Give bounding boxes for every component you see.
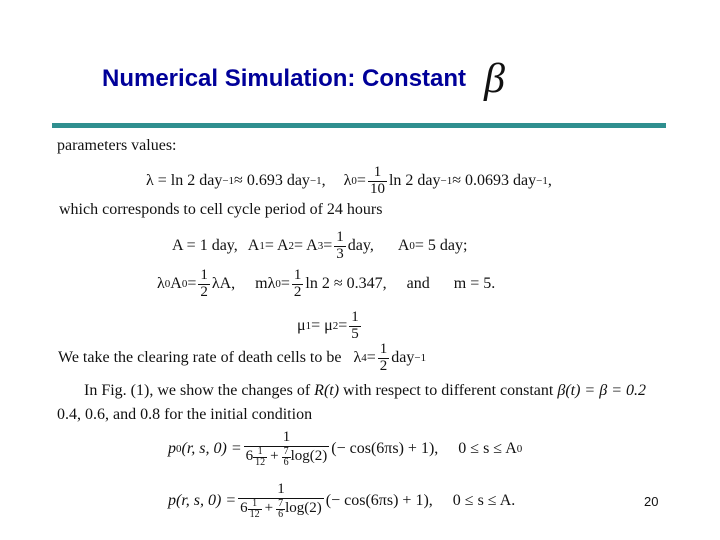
fraction-p: 1 6 1 12 + $\frac{7}{6}$ log(2) xyxy=(240,481,322,520)
slide-title: Numerical Simulation: Constant xyxy=(102,65,467,92)
fig-description-line1: In Fig. (1), we show the changes of R(t) with respect to different constant β(t) = β = 0.2 xyxy=(84,382,646,399)
fraction-1-10: $\frac{1}{10}$ xyxy=(369,164,385,197)
equation-lambda: λ = ln 2 day −1 ≈ 0.693 day −1 , λ 0 = $\frac{1}{10}$ ln 2 day −1 ≈ 0.0693 day −1 , xyxy=(146,164,552,197)
fraction-1-3: $\frac{1}{3}$ xyxy=(336,229,344,262)
equation-lambda0-a0: λ 0 A 0 = $\frac{1}{2}$ λA, mλ 0 = $\frac{1}{2}$ ln 2 ≈ 0.347, and m = 5. xyxy=(157,267,496,300)
fraction-p0: 1 6 1 12 + $\frac{7}{6}$ log(2) xyxy=(245,429,328,468)
title-divider xyxy=(52,123,666,128)
params-heading: parameters values: xyxy=(57,137,177,154)
equation-p: p(r, s, 0) = 1 6 1 12 + $\frac{7}{6}$ log(2) (− cos(6πs) + 1), 0 ≤ s ≤ A. xyxy=(168,481,516,520)
equation-p0: p 0 (r, s, 0) = 1 6 1 12 + $\frac{7}{6}$ log(2) (− cos(6πs) + 1), 0 ≤ s ≤ A 0 xyxy=(168,429,523,468)
page-number: 20 xyxy=(644,494,659,509)
equation-mu: μ 1 = μ 2 = $\frac{1}{5}$ xyxy=(297,309,359,342)
equation-a-values: A = 1 day, A 1 = A 2 = A 3 = $\frac{1}{3}$ day, A 0 = 5 day; xyxy=(172,229,468,262)
beta-symbol: β xyxy=(484,56,505,102)
fig-description-line2: 0.4, 0.6, and 0.8 for the initial condition xyxy=(57,406,313,423)
slide-title-row xyxy=(102,58,505,100)
clearing-rate-line: We take the clearing rate of death cells to be λ 4 = $\frac{1}{2}$ day −1 xyxy=(58,341,427,374)
cell-cycle-text: which corresponds to cell cycle period of 24 hours xyxy=(59,201,383,218)
